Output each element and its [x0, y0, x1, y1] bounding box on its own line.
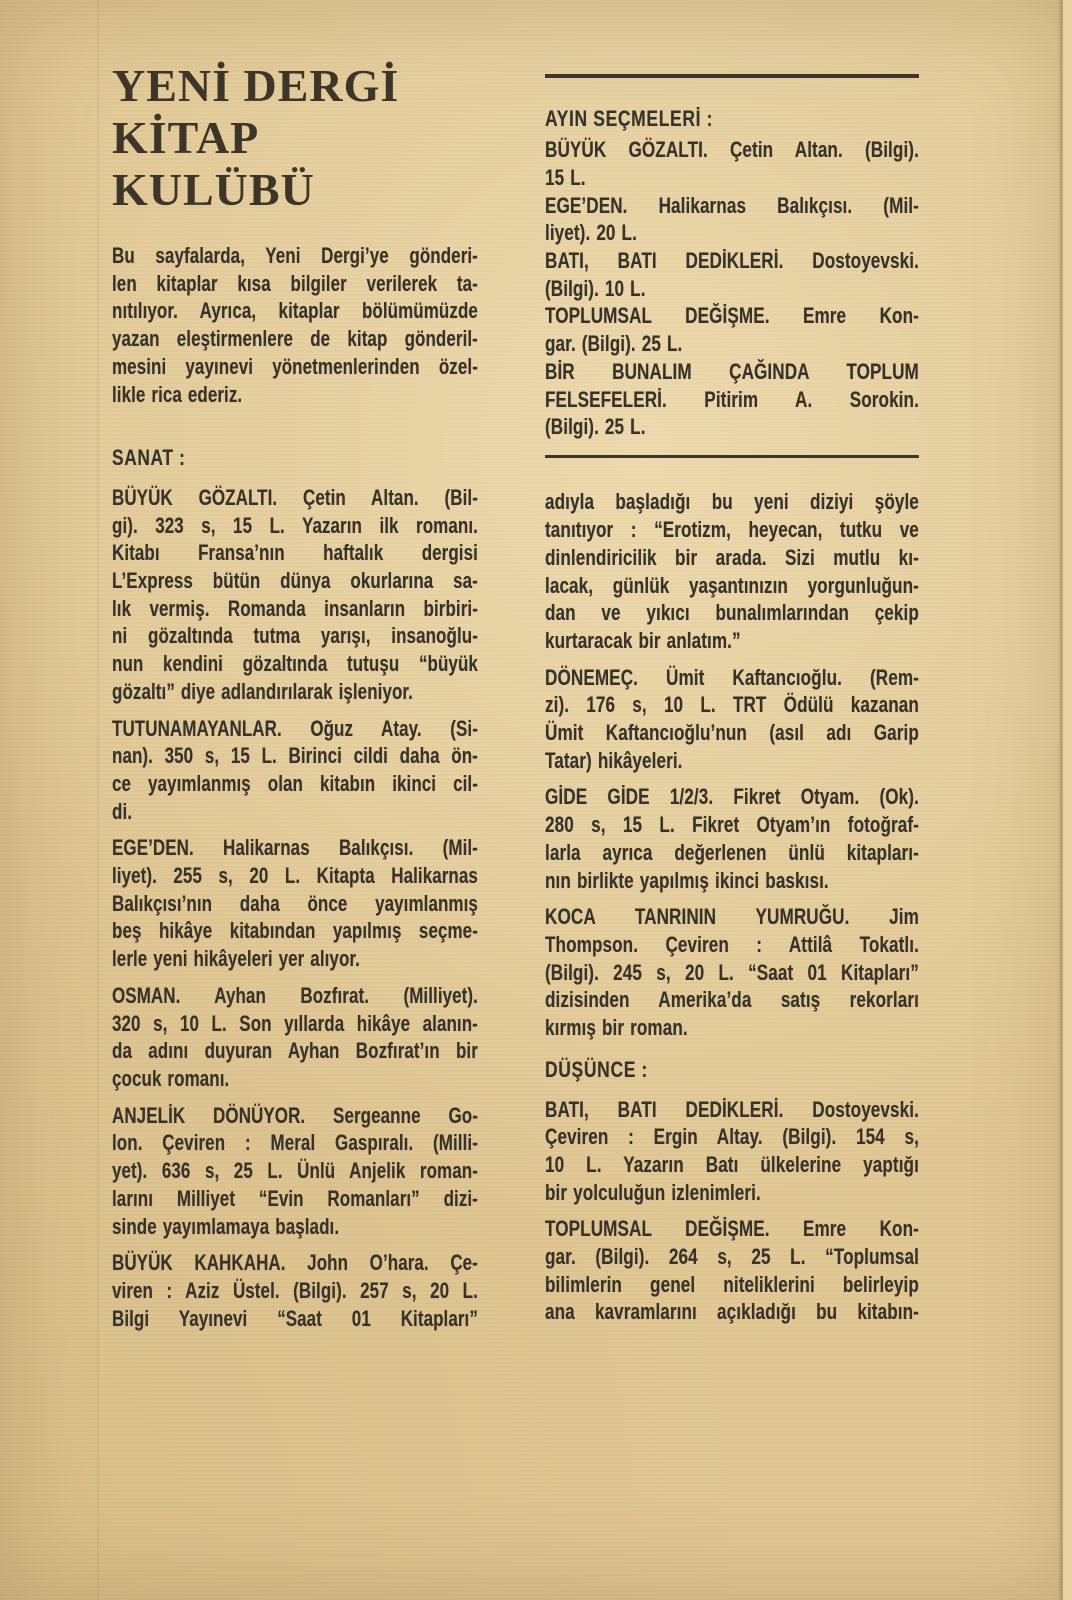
left-column — [112, 242, 478, 1332]
book-entry — [112, 982, 478, 1093]
text-line: Çeviren : Ergin Altay. (Bilgi). 154 s, — [545, 1124, 919, 1150]
text-line: nıtılıyor. Ayrıca, kitaplar bölümümüzde — [112, 298, 478, 324]
paper-crease — [97, 0, 99, 1600]
text-line: dinlendiricilik bir arada. Sizi mutlu kı- — [545, 544, 919, 570]
text-line: ni gözaltında tutma yarışı, insanoğlu- — [112, 623, 478, 649]
right-column — [545, 60, 919, 1326]
book-entry — [545, 903, 919, 1042]
text-line: Tatar) hikâyeleri. — [545, 747, 683, 773]
text-line: TOPLUMSAL DEĞİŞME. Emre Kon- — [545, 303, 919, 329]
text-line: dizisinden Amerika’da satış rekorları — [545, 987, 919, 1013]
book-entry — [112, 715, 478, 826]
magazine-title-line: KULÜBÜ — [112, 164, 315, 215]
text-line: (Bilgi). 25 L. — [545, 414, 646, 440]
text-line: zi). 176 s, 10 L. TRT Ödülü kazanan — [545, 692, 919, 718]
text-line: gar. (Bilgi). 264 s, 25 L. “Toplumsal — [545, 1244, 919, 1270]
text-line: bilimlerin genel niteliklerini belirleyip — [545, 1271, 919, 1297]
text-line: lacak, günlük yaşantınızın yorgunluğun- — [545, 572, 919, 598]
divider-rule — [545, 455, 919, 459]
text-line: sinde yayımlamaya başladı. — [112, 1213, 340, 1239]
text-line: dan ve yıkıcı bunalımlarından çekip — [545, 600, 919, 626]
text-line: yet). 636 s, 25 L. Ünlü Anjelik roman- — [112, 1158, 478, 1184]
text-line: 15 L. — [545, 164, 586, 190]
section-heading: AYIN SEÇMELERİ : — [545, 105, 714, 131]
text-line: GİDE GİDE 1/2/3. Fikret Otyam. (Ok). — [545, 784, 919, 810]
text-line: bir yolculuğun izlenimleri. — [545, 1179, 761, 1205]
book-entry — [545, 664, 919, 775]
text-line: gözaltı” diye adlandırılarak işleniyor. — [112, 678, 413, 704]
text-line: ana kavramlarını açıkladığı bu kitabın- — [545, 1299, 919, 1325]
book-entry — [112, 1102, 478, 1241]
text-line: mesini yayınevi yönetmenlerinden özel- — [112, 353, 478, 379]
text-line: BATI, BATI DEDİKLERİ. Dostoyevski. — [545, 1096, 919, 1122]
book-entry — [545, 247, 919, 302]
text-line: 280 s, 15 L. Fikret Otyam’ın fotoğraf- — [545, 812, 919, 838]
text-line: Bilgi Yayınevi “Saat 01 Kitapları” — [112, 1305, 478, 1331]
text-line: larını Milliyet “Evin Romanları” dizi- — [112, 1185, 478, 1211]
text-line: BÜYÜK GÖZALTI. Çetin Altan. (Bilgi). — [545, 137, 919, 163]
text-line: gi). 323 s, 15 L. Yazarın ilk romanı. — [112, 512, 478, 538]
text-line: len kitaplar kısa bilgiler verilerek ta- — [112, 270, 478, 296]
text-line: TUTUNAMAYANLAR. Oğuz Atay. (Si- — [112, 715, 478, 741]
book-entry — [545, 302, 919, 357]
text-line: di. — [112, 798, 133, 824]
text-line: Kitabı Fransa’nın haftalık dergisi — [112, 540, 478, 566]
book-entry — [112, 834, 478, 973]
text-line: larla ayrıca değerlenen ünlü kitapları- — [545, 839, 919, 865]
book-entry — [545, 192, 919, 247]
text-line: gar. (Bilgi). 25 L. — [545, 331, 683, 357]
text-line: FELSEFELERİ. Pitirim A. Sorokin. — [545, 386, 919, 412]
magazine-title-line: YENİ DERGİ — [112, 60, 400, 111]
text-line: tanıtıyor : “Erotizm, heyecan, tutku ve — [545, 517, 919, 543]
text-line: DÖNEMEÇ. Ümit Kaftancıoğlu. (Rem- — [545, 664, 919, 690]
text-line: 10 L. Yazarın Batı ülkelerine yaptığı — [545, 1151, 919, 1177]
text-line: L’Express bütün dünya okurlarına sa- — [112, 568, 478, 594]
text-line: viren : Aziz Üstel. (Bilgi). 257 s, 20 L. — [112, 1277, 478, 1303]
text-line: likle rica ederiz. — [112, 381, 243, 407]
text-line: kırmış bir roman. — [545, 1015, 688, 1041]
text-line: da adını duyuran Ayhan Bozfırat’ın bir — [112, 1038, 478, 1064]
divider-rule — [545, 74, 919, 78]
text-line: EGE’DEN. Halikarnas Balıkçısı. (Mil- — [112, 835, 478, 861]
text-line: nın birlikte yapılmış ikinci baskısı. — [545, 867, 829, 893]
text-line: KOCA TANRININ YUMRUĞU. Jim — [545, 904, 919, 930]
text-line: OSMAN. Ayhan Bozfırat. (Milliyet). — [112, 982, 478, 1008]
text-line: liyet). 255 s, 20 L. Kitapta Halikarnas — [112, 863, 478, 889]
book-entry — [112, 484, 478, 706]
text-line: Thompson. Çeviren : Attilâ Tokatlı. — [545, 931, 919, 957]
text-line: BATI, BATI DEDİKLERİ. Dostoyevski. — [545, 248, 919, 274]
text-line: nun kendini gözaltında tutuşu “büyük — [112, 651, 478, 677]
book-entry — [545, 488, 919, 654]
text-line: BÜYÜK KAHKAHA. John O’hara. Çe- — [112, 1250, 478, 1276]
text-line: lon. Çeviren : Meral Gaspıralı. (Milli- — [112, 1130, 478, 1156]
text-line: Ümit Kaftancıoğlu’nun (asıl adı Garip — [545, 720, 919, 746]
section-heading: DÜŞÜNCE : — [545, 1056, 648, 1082]
section-heading: SANAT : — [112, 445, 186, 471]
book-entry — [545, 136, 919, 191]
text-line: BİR BUNALIM ÇAĞINDA TOPLUM — [545, 358, 919, 384]
magazine-title-line: KİTAP — [112, 112, 260, 163]
text-line: beş hikâye kitabından yapılmış seçme- — [112, 918, 478, 944]
text-line: kurtaracak bir anlatım.” — [545, 627, 741, 653]
book-entry — [545, 1096, 919, 1207]
text-line: Balıkçısı’nın daha önce yayımlanmış — [112, 890, 478, 916]
text-line: nan). 350 s, 15 L. Birinci cildi daha ön- — [112, 743, 478, 769]
text-line: 320 s, 10 L. Son yıllarda hikâye alanın- — [112, 1010, 478, 1036]
page-edge — [1063, 0, 1072, 1600]
book-entry — [545, 358, 919, 441]
book-entry — [112, 242, 478, 408]
text-line: (Bilgi). 10 L. — [545, 275, 646, 301]
text-line: adıyla başladığı bu yeni diziyi şöyle — [545, 489, 919, 515]
book-entry — [112, 1249, 478, 1332]
text-line: yazan eleştirmenlere de kitap gönderil- — [112, 326, 478, 352]
text-line: Bu sayfalarda, Yeni Dergi’ye gönderi- — [112, 243, 478, 268]
book-entry — [545, 1215, 919, 1326]
text-line: BÜYÜK GÖZALTI. Çetin Altan. (Bil- — [112, 484, 478, 510]
text-line: TOPLUMSAL DEĞİŞME. Emre Kon- — [545, 1216, 919, 1242]
text-line: lık vermiş. Romanda insanların birbiri- — [112, 595, 478, 621]
text-line: ANJELİK DÖNÜYOR. Sergeanne Go- — [112, 1102, 478, 1128]
book-entry — [545, 783, 919, 894]
text-line: (Bilgi). 245 s, 20 L. “Saat 01 Kitapları” — [545, 959, 919, 985]
text-line: çocuk romanı. — [112, 1065, 230, 1091]
text-line: liyet). 20 L. — [545, 220, 637, 246]
text-line: EGE’DEN. Halikarnas Balıkçısı. (Mil- — [545, 192, 919, 218]
text-line: lerle yeni hikâyeleri yer alıyor. — [112, 946, 360, 972]
magazine-masthead — [112, 60, 399, 216]
text-line: ce yayımlanmış olan kitabın ikinci cil- — [112, 770, 478, 796]
